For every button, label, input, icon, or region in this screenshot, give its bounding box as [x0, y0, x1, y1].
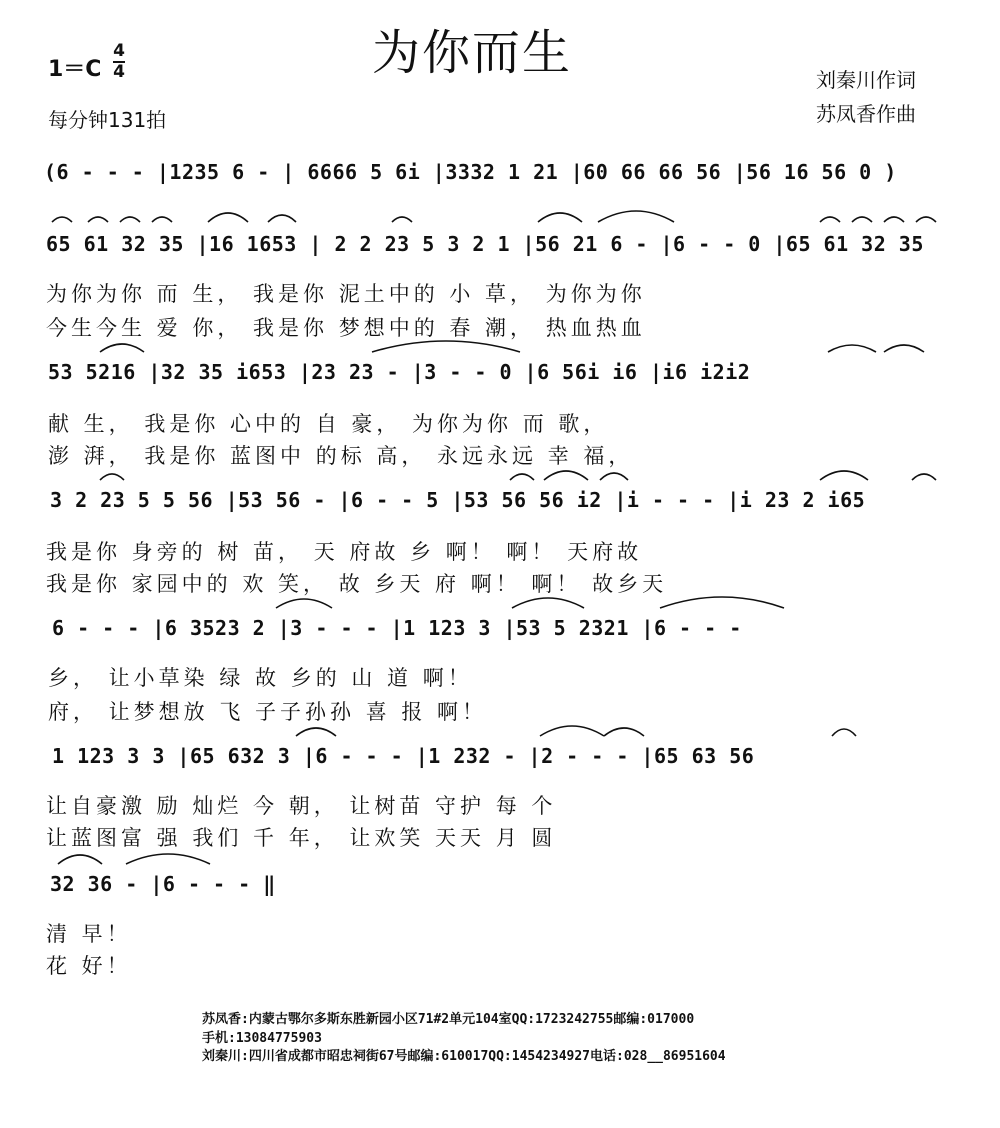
slur-arc	[538, 213, 582, 222]
notation-system-4: 3 2 23 5 5 56 |53 56 - |6 - - 5 |53 56 56 i2 |i - - - |i 23 2 i65	[50, 488, 866, 512]
notation-system-1: (6 - - - |1235 6 - | 6666 5 6i |3332 1 21 |60 66 66 56 |56 16 56 0 )	[44, 160, 897, 184]
slur-arc	[58, 855, 102, 864]
composer-credit: 苏凤香作曲	[816, 102, 916, 126]
slur-arc	[820, 471, 868, 480]
slur-arc	[510, 474, 534, 480]
meter-top: 4	[113, 41, 125, 61]
slur-arc	[392, 217, 412, 222]
slur-arc	[912, 474, 936, 480]
slur-arc	[100, 474, 124, 480]
slur-arc	[126, 854, 210, 864]
slur-arc	[512, 598, 584, 608]
slur-arc	[100, 344, 144, 352]
footer-lyricist-contact: 刘秦川:四川省成都市昭忠祠街67号邮编:610017QQ:1454234927电话:028__86951604	[202, 1049, 726, 1064]
slur-arc	[916, 217, 936, 222]
song-title: 为你而生	[372, 25, 573, 81]
lyrics-system-6-verse-2: 让蓝图富 强 我们 千 年， 让欢笑 天天 月 圆	[46, 826, 557, 850]
slur-arc	[884, 345, 924, 352]
slur-arc	[660, 597, 784, 608]
lyrics-system-4-verse-2: 我是你 家园中的 欢 笑， 故 乡天 府 啊！ 啊！ 故乡天	[46, 572, 668, 596]
lyrics-system-2-verse-2: 今生今生 爱 你， 我是你 梦想中的 春 潮， 热血热血	[46, 316, 646, 340]
slur-arc	[88, 217, 108, 222]
slur-arc	[296, 728, 336, 736]
slur-arc	[884, 217, 904, 222]
notation-system-3: 53 5216 |32 35 i653 |23 23 - |3 - - 0 |6 56i i6 |i6 i2i2	[48, 360, 751, 384]
slur-arc	[852, 217, 872, 222]
footer-composer-contact: 苏凤香:内蒙古鄂尔多斯东胜新园小区71#2单元104室QQ:1723242755邮编:017000	[202, 1012, 695, 1027]
slur-arc	[544, 471, 588, 480]
slur-arc	[120, 217, 140, 222]
slur-arc	[598, 211, 674, 222]
tempo-marking: 每分钟131拍	[48, 108, 167, 132]
lyrics-system-7-verse-1: 清 早！	[46, 922, 132, 946]
lyrics-system-3-verse-1: 献 生， 我是你 心中的 自 豪， 为你为你 而 歌，	[48, 412, 609, 436]
lyrics-system-5-verse-2: 府， 让梦想放 飞 子子孙孙 喜 报 啊！	[48, 700, 488, 724]
lyricist-credit: 刘秦川作词	[816, 68, 916, 92]
slur-arc	[208, 213, 248, 222]
notation-system-5: 6 - - - |6 3523 2 |3 - - - |1 123 3 |53 5 2321 |6 - - -	[52, 616, 742, 640]
slur-arc	[372, 341, 520, 352]
notation-system-2: 65 61 32 35 |16 1653 | 2 2 23 5 3 2 1 |56 21 6 - |6 - - 0 |65 61 32 35	[46, 232, 924, 256]
slur-arc	[600, 473, 628, 480]
slur-arc	[52, 217, 72, 222]
lyrics-system-7-verse-2: 花 好！	[46, 954, 132, 978]
notation-system-6: 1 123 3 3 |65 632 3 |6 - - - |1 232 - |2 - - - |65 63 56	[52, 744, 755, 768]
slur-arc	[828, 345, 876, 352]
slur-arc	[604, 728, 644, 736]
lyrics-system-3-verse-2: 澎 湃， 我是你 蓝图中 的标 高， 永远永远 幸 福，	[48, 444, 634, 468]
footer-phone: 手机:13084775903	[202, 1031, 322, 1046]
lyrics-system-2-verse-1: 为你为你 而 生， 我是你 泥土中的 小 草， 为你为你	[46, 282, 646, 306]
slur-arc	[540, 726, 604, 736]
slur-arc	[152, 217, 172, 222]
slur-arc	[276, 599, 332, 608]
slur-arc	[820, 217, 840, 222]
slur-arc	[268, 215, 296, 222]
slur-arc	[832, 729, 856, 736]
meter-bottom: 4	[113, 62, 125, 82]
key-signature: 1＝C	[48, 57, 102, 82]
notation-system-7: 32 36 - |6 - - - ‖	[50, 872, 276, 896]
lyrics-system-5-verse-1: 乡， 让小草染 绿 故 乡的 山 道 啊！	[48, 666, 473, 690]
lyrics-system-6-verse-1: 让自豪激 励 灿烂 今 朝， 让树苗 守护 每 个	[46, 794, 557, 818]
lyrics-system-4-verse-1: 我是你 身旁的 树 苗， 天 府故 乡 啊！ 啊！ 天府故	[46, 540, 643, 564]
